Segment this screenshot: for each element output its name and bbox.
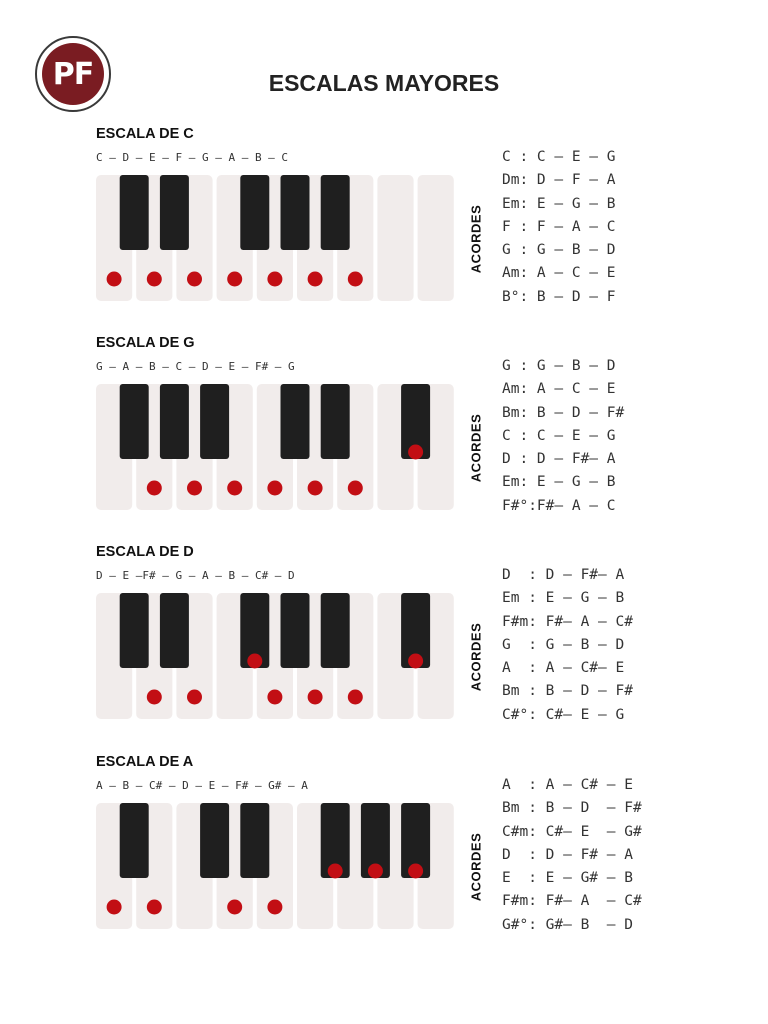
note-marker	[227, 481, 242, 496]
chord-item: C#°: C#– E – G	[502, 706, 625, 723]
acordes-label	[464, 413, 488, 482]
keyboard-svg	[96, 175, 456, 301]
chord-item: Em : E – G – B	[502, 590, 625, 607]
note-marker	[227, 900, 242, 915]
note-marker	[408, 654, 423, 669]
chord-item: G#°: G#– B – D	[502, 916, 633, 933]
note-marker	[368, 864, 383, 879]
chord-item: D : D – F#– A	[502, 451, 616, 468]
chord-item: D : D – F# – A	[502, 846, 633, 863]
acordes-label-text: ACORDES	[468, 413, 484, 482]
logo-mark: PF	[42, 43, 104, 105]
keyboard-svg	[96, 593, 456, 719]
scale-heading: ESCALA DE A	[96, 754, 194, 770]
white-key	[377, 175, 413, 301]
note-marker	[348, 481, 363, 496]
black-key	[160, 384, 189, 459]
note-marker	[328, 864, 343, 879]
chord-item: C : C – E – G	[502, 149, 616, 165]
acordes-label-text: ACORDES	[468, 622, 484, 691]
note-marker	[147, 481, 162, 496]
note-marker	[267, 481, 282, 496]
black-key	[200, 384, 229, 459]
note-marker	[187, 481, 202, 496]
black-key	[160, 593, 189, 668]
black-key	[240, 175, 269, 250]
note-marker	[147, 690, 162, 705]
scale-notes: A – B – C# – D – E – F# – G# – A	[96, 779, 308, 792]
chord-item: G : G – B – D	[502, 636, 625, 653]
scale-section-g	[0, 335, 768, 535]
note-marker	[308, 690, 323, 705]
note-marker	[187, 690, 202, 705]
chord-list	[502, 146, 616, 309]
acordes-label-text: ACORDES	[468, 204, 484, 273]
chord-item: G : G – B – D	[502, 242, 616, 259]
acordes-label	[464, 832, 488, 901]
black-key	[321, 384, 350, 459]
note-marker	[308, 272, 323, 287]
note-marker	[408, 445, 423, 460]
white-key	[418, 175, 454, 301]
chord-item: F#m: F#– A – C#	[502, 613, 633, 630]
scale-heading: ESCALA DE D	[96, 544, 194, 560]
note-marker	[147, 272, 162, 287]
black-key	[281, 175, 310, 250]
scale-notes: D – E –F# – G – A – B – C# – D	[96, 569, 295, 582]
black-key	[281, 593, 310, 668]
scale-section-a	[0, 754, 768, 954]
chord-list	[502, 564, 633, 727]
note-marker	[247, 654, 262, 669]
black-key	[120, 384, 149, 459]
page-title: ESCALAS MAYORES	[268, 70, 500, 96]
piano-keyboard	[96, 175, 456, 301]
scale-section-d	[0, 544, 768, 744]
chord-list	[502, 774, 642, 937]
note-marker	[408, 864, 423, 879]
scale-heading: ESCALA DE C	[96, 126, 194, 142]
chord-item: Am: A – C – E	[502, 265, 616, 282]
chord-item: B°: B – D – F	[502, 288, 616, 305]
acordes-label-text: ACORDES	[468, 832, 484, 901]
chord-item: E : E – G# – B	[502, 870, 633, 887]
chord-item: C#m: C#– E – G#	[502, 823, 642, 840]
piano-keyboard	[96, 593, 456, 719]
chord-item: A : A – C#– E	[502, 660, 625, 677]
chord-item: D : D – F#– A	[502, 567, 625, 583]
note-marker	[107, 900, 122, 915]
chord-list	[502, 355, 624, 518]
chord-item: C : C – E – G	[502, 427, 616, 444]
note-marker	[227, 272, 242, 287]
chord-item: F : F – A – C	[502, 218, 616, 235]
note-marker	[348, 690, 363, 705]
black-key	[321, 175, 350, 250]
keyboard-svg	[96, 803, 456, 929]
keyboard-svg	[96, 384, 456, 510]
chord-item: Em: E – G – B	[502, 474, 616, 491]
black-key	[160, 175, 189, 250]
scale-heading: ESCALA DE G	[96, 335, 195, 351]
note-marker	[147, 900, 162, 915]
scale-notes: C – D – E – F – G – A – B – C	[96, 151, 289, 164]
acordes-label	[464, 204, 488, 273]
chord-item: F#°:F#– A – C	[502, 497, 616, 514]
chord-item: Dm: D – F – A	[502, 172, 616, 189]
black-key	[281, 384, 310, 459]
chord-item: Bm : B – D – F#	[502, 683, 633, 700]
note-marker	[267, 690, 282, 705]
chord-item: Bm : B – D – F#	[502, 800, 642, 817]
piano-keyboard	[96, 803, 456, 929]
note-marker	[308, 481, 323, 496]
note-marker	[267, 900, 282, 915]
scale-notes: G – A – B – C – D – E – F# – G	[96, 360, 295, 373]
note-marker	[348, 272, 363, 287]
black-key	[120, 175, 149, 250]
chord-item: G : G – B – D	[502, 358, 616, 374]
scale-section-c	[0, 126, 768, 326]
chord-item: A : A – C# – E	[502, 777, 633, 793]
chord-item: Bm: B – D – F#	[502, 404, 625, 421]
black-key	[120, 593, 149, 668]
black-key	[240, 803, 269, 878]
chord-item: Em: E – G – B	[502, 195, 616, 212]
piano-keyboard	[96, 384, 456, 510]
black-key	[120, 803, 149, 878]
black-key	[321, 593, 350, 668]
note-marker	[107, 272, 122, 287]
acordes-label	[464, 622, 488, 691]
chord-item: F#m: F#– A – C#	[502, 893, 642, 910]
black-key	[200, 803, 229, 878]
note-marker	[267, 272, 282, 287]
chord-item: Am: A – C – E	[502, 381, 616, 398]
note-marker	[187, 272, 202, 287]
